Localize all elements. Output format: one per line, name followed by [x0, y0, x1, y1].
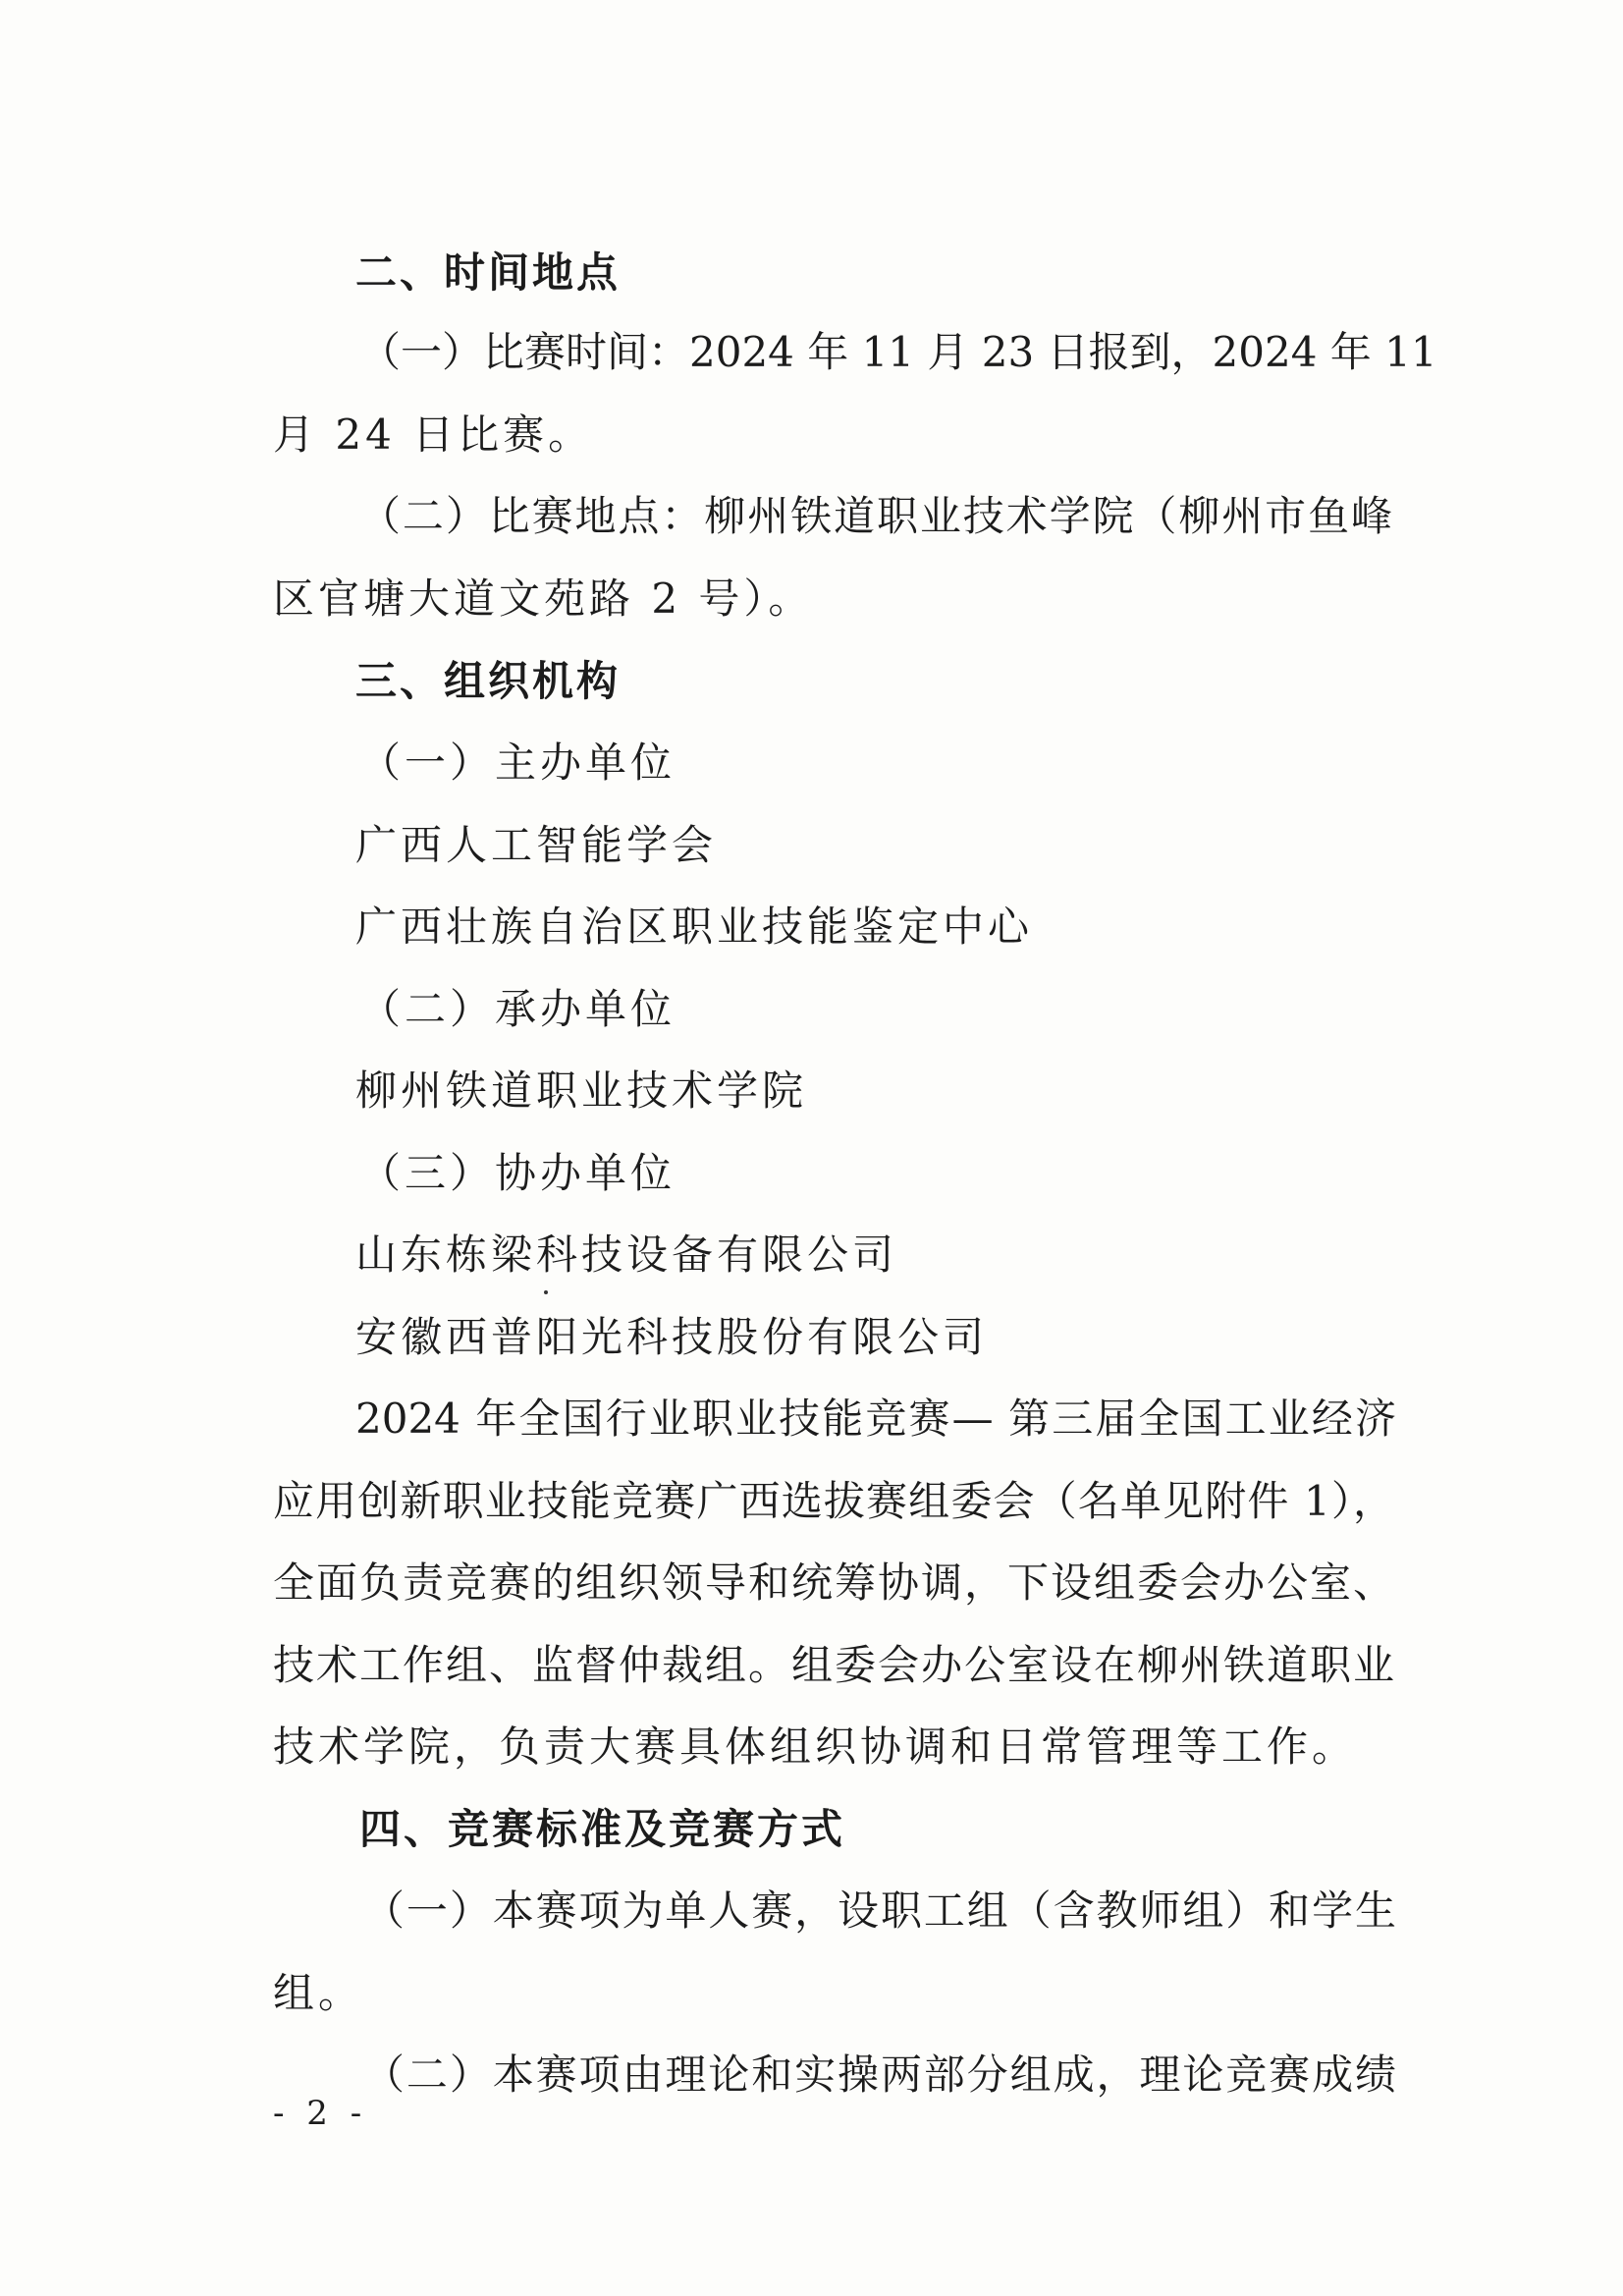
subheading-host: （一）主办单位 [359, 738, 676, 787]
paragraph-line: （一）比赛时间：2024 年 11 月 23 日报到，2024 年 11 [359, 328, 1437, 376]
paragraph-line: 月 24 日比赛。 [273, 410, 594, 459]
subheading-co-organizer: （三）协办单位 [359, 1149, 676, 1197]
paragraph-line: （二）本赛项由理论和实操两部分组成，理论竞赛成绩 [363, 2050, 1396, 2099]
section-heading-competition: 四、竞赛标准及竞赛方式 [359, 1805, 846, 1853]
host-org-1: 广西人工智能学会 [355, 821, 718, 869]
paragraph-line: 技术工作组、监督仲裁组。组委会办公室设在柳州铁道职业 [273, 1641, 1394, 1689]
paragraph-line: 应用创新职业技能竞赛广西选拔赛组委会（名单见附件 1）， [273, 1477, 1394, 1525]
paragraph-line: 组。 [273, 1969, 364, 2017]
host-org-2: 广西壮族自治区职业技能鉴定中心 [355, 902, 1034, 951]
co-organizer-1: 山东栋梁科技设备有限公司 [355, 1230, 898, 1279]
paragraph-line: 2024 年全国行业职业技能竞赛— 第三届全国工业经济 [355, 1394, 1396, 1443]
paragraph-line: 区官塘大道文苑路 2 号）。 [273, 574, 814, 623]
section-heading-time-location: 二、时间地点 [355, 248, 622, 297]
organizer-org: 柳州铁道职业技术学院 [355, 1066, 808, 1115]
scan-speck [544, 1290, 548, 1294]
paragraph-line: 全面负责竞赛的组织领导和统筹协调，下设组委会办公室、 [273, 1558, 1394, 1607]
paragraph-line: 技术学院，负责大赛具体组织协调和日常管理等工作。 [273, 1722, 1358, 1771]
page-number: - 2 - [273, 2094, 368, 2133]
subheading-organizer: （二）承办单位 [359, 985, 676, 1033]
section-heading-organization: 三、组织机构 [355, 657, 622, 705]
paragraph-line: （二）比赛地点：柳州铁道职业技术学院（柳州市鱼峰 [359, 492, 1392, 540]
paragraph-line: （一）本赛项为单人赛，设职工组（含教师组）和学生 [363, 1886, 1396, 1935]
co-organizer-2: 安徽西普阳光科技股份有限公司 [355, 1313, 989, 1361]
